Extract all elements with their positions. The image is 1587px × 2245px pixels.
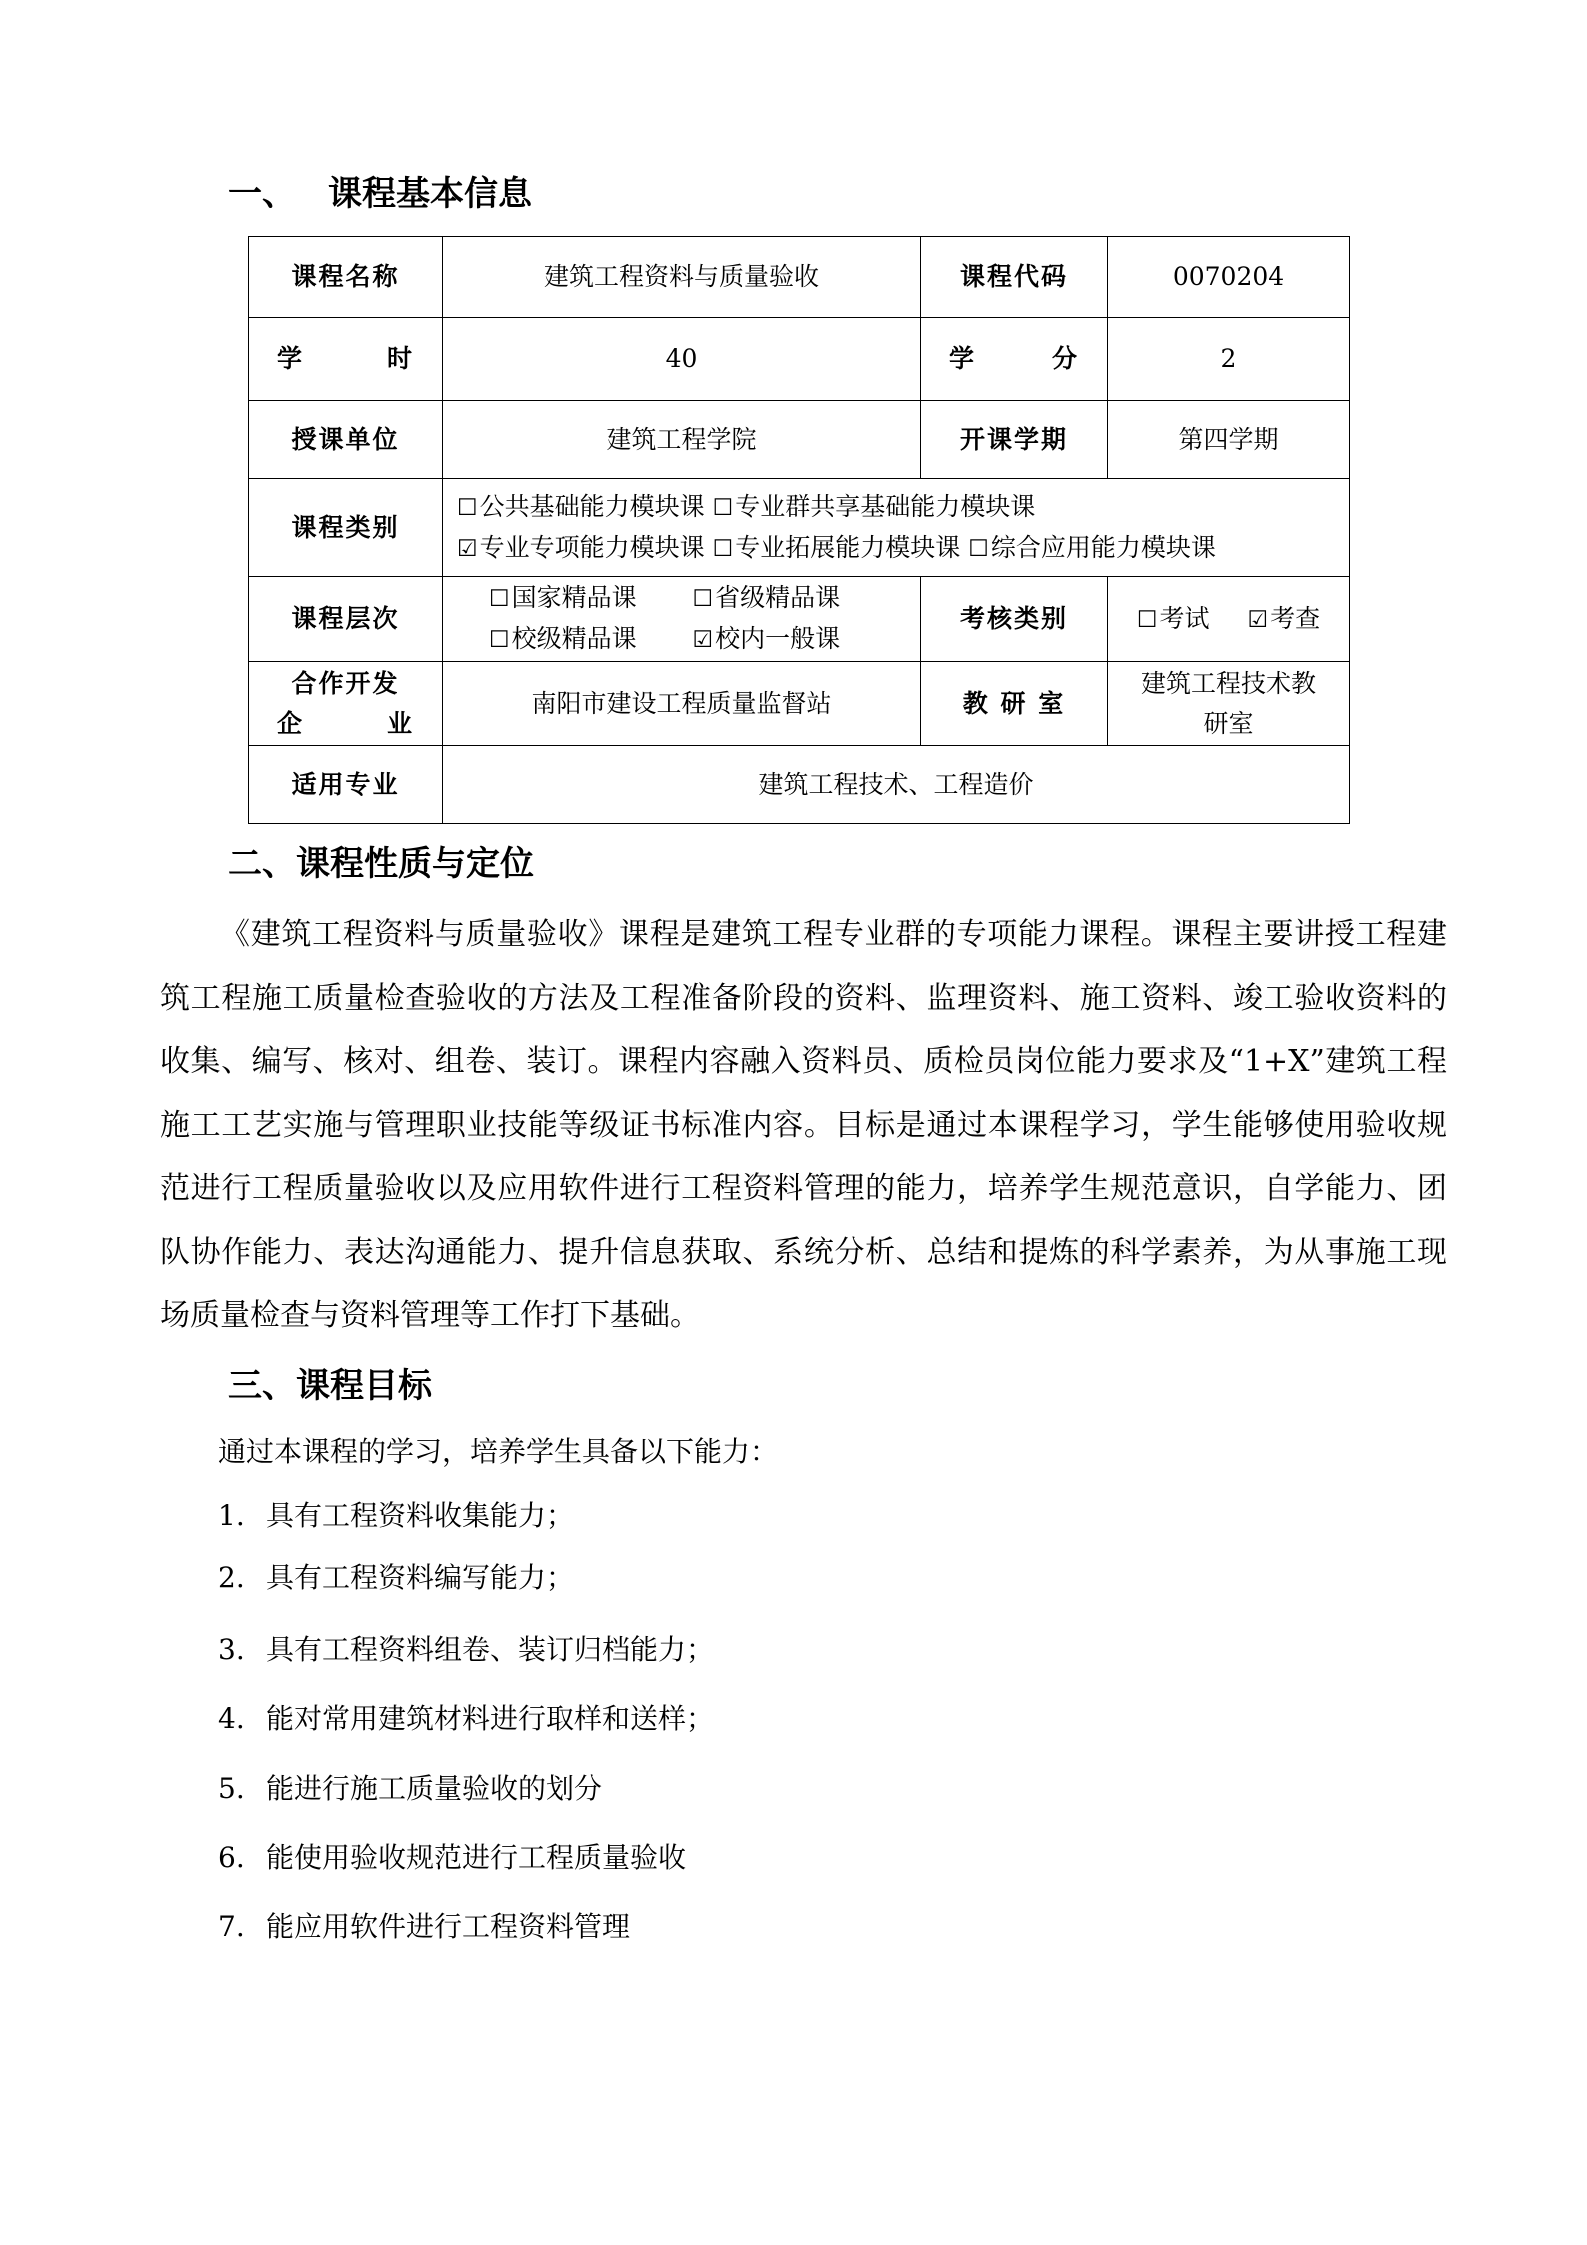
coop-label: 合作开发 企 业: [249, 662, 443, 746]
semester-value: 第四学期: [1108, 401, 1350, 479]
section-2-heading: 二、课程性质与定位: [228, 844, 534, 884]
course-info-table: [248, 236, 1350, 824]
hours-label: 学 时: [249, 318, 443, 401]
checkbox-icon[interactable]: ☐: [457, 494, 478, 521]
category-option[interactable]: ☐专业群共享基础能力模块课: [712, 491, 1036, 521]
course-code-value: 0070204: [1108, 237, 1350, 318]
assess-option[interactable]: ☐考试: [1136, 603, 1210, 633]
checkbox-icon[interactable]: ☐: [489, 627, 510, 653]
level-option[interactable]: ☑校内一般课: [692, 624, 841, 653]
credit-value: 2: [1108, 318, 1350, 401]
coop-value: 南阳市建设工程质量监督站: [443, 662, 921, 746]
checkbox-icon[interactable]: ☐: [489, 586, 510, 612]
checkbox-icon[interactable]: ☐: [1136, 606, 1158, 633]
course-name-value: 建筑工程资料与质量验收: [443, 237, 921, 318]
category-options: [443, 479, 1350, 577]
section-1-title: 课程基本信息: [328, 174, 532, 214]
category-option[interactable]: ☐专业拓展能力模块课: [712, 532, 961, 562]
category-option[interactable]: ☐综合应用能力模块课: [968, 532, 1216, 562]
checked-checkbox-icon[interactable]: ☑: [1247, 606, 1269, 633]
major-label: 适用专业: [249, 746, 443, 824]
course-name-label: 课程名称: [249, 237, 443, 318]
table-row: [249, 318, 1350, 401]
section-1-number: 一、: [228, 174, 296, 214]
category-label: 课程类别: [249, 479, 443, 577]
level-row-2: [449, 619, 914, 660]
checkbox-icon[interactable]: ☐: [968, 535, 989, 562]
objectives-intro: 通过本课程的学习，培养学生具备以下能力：: [218, 1435, 779, 1468]
semester-label: 开课学期: [921, 401, 1108, 479]
table-row: [249, 746, 1350, 824]
dept-value: 建筑工程学院: [443, 401, 921, 479]
checked-checkbox-icon[interactable]: ☑: [457, 535, 478, 562]
assess-options: [1108, 577, 1350, 662]
list-item: 2. 具有工程资料编写能力；: [218, 1561, 575, 1594]
level-options: [443, 577, 921, 662]
checkbox-icon[interactable]: ☐: [692, 586, 714, 612]
table-row: [249, 237, 1350, 318]
dept-label: 授课单位: [249, 401, 443, 479]
checked-checkbox-icon[interactable]: ☑: [692, 627, 714, 653]
list-item: 7. 能应用软件进行工程资料管理: [218, 1910, 631, 1943]
level-row-1: [449, 578, 914, 619]
section-1-heading: [228, 172, 532, 216]
level-label: 课程层次: [249, 577, 443, 662]
table-row: [249, 401, 1350, 479]
category-option[interactable]: ☐公共基础能力模块课: [457, 491, 705, 521]
level-option[interactable]: ☐校级精品课: [489, 624, 637, 653]
credit-label: 学 分: [921, 318, 1108, 401]
level-option[interactable]: ☐省级精品课: [692, 583, 841, 612]
category-row-2: [457, 528, 1343, 569]
section-3-heading: 三、课程目标: [228, 1366, 432, 1406]
nature-paragraph: 《建筑工程资料与质量验收》课程是建筑工程专业群的专项能力课程。课程主要讲授工程建筑工程施工质量检查验收的方法及工程准备阶段的资料、监理资料、施工资料、竣工验收资料的收集、编写、核对、组卷、装订。课程内容融入资料员、质检员岗位能力要求及“1+X”建筑工程施工工艺实施与管理职业技能等级证书标准内容。目标是通过本课程学习，学生能够使用验收规范进行工程质量验收以及应用软件进行工程资料管理的能力，培养学生规范意识，自学能力、团队协作能力、表达沟通能力、提升信息获取、系统分析、总结和提炼的科学素养，为从事施工现场质量检查与资料管理等工作打下基础。: [160, 917, 1447, 1333]
major-value: 建筑工程技术、工程造价: [443, 746, 1350, 824]
list-item: 4. 能对常用建筑材料进行取样和送样；: [218, 1702, 715, 1735]
level-option[interactable]: ☐国家精品课: [489, 583, 637, 612]
table-row: [249, 577, 1350, 662]
checkbox-icon[interactable]: ☐: [712, 494, 734, 521]
office-value: 建筑工程技术教 研室: [1108, 662, 1350, 746]
table-row: [249, 662, 1350, 746]
category-option[interactable]: ☑专业专项能力模块课: [457, 532, 705, 562]
office-label: 教 研 室: [921, 662, 1108, 746]
course-code-label: 课程代码: [921, 237, 1108, 318]
assess-label: 考核类别: [921, 577, 1108, 662]
list-item: 6. 能使用验收规范进行工程质量验收: [218, 1841, 687, 1874]
checkbox-icon[interactable]: ☐: [712, 535, 734, 562]
list-item: 5. 能进行施工质量验收的划分: [218, 1772, 603, 1805]
category-row-1: [457, 487, 1343, 528]
hours-value: 40: [443, 318, 921, 401]
table-row: [249, 479, 1350, 577]
list-item: 1. 具有工程资料收集能力；: [218, 1499, 575, 1532]
assess-option[interactable]: ☑考查: [1247, 603, 1321, 633]
list-item: 3. 具有工程资料组卷、装订归档能力；: [218, 1633, 715, 1666]
